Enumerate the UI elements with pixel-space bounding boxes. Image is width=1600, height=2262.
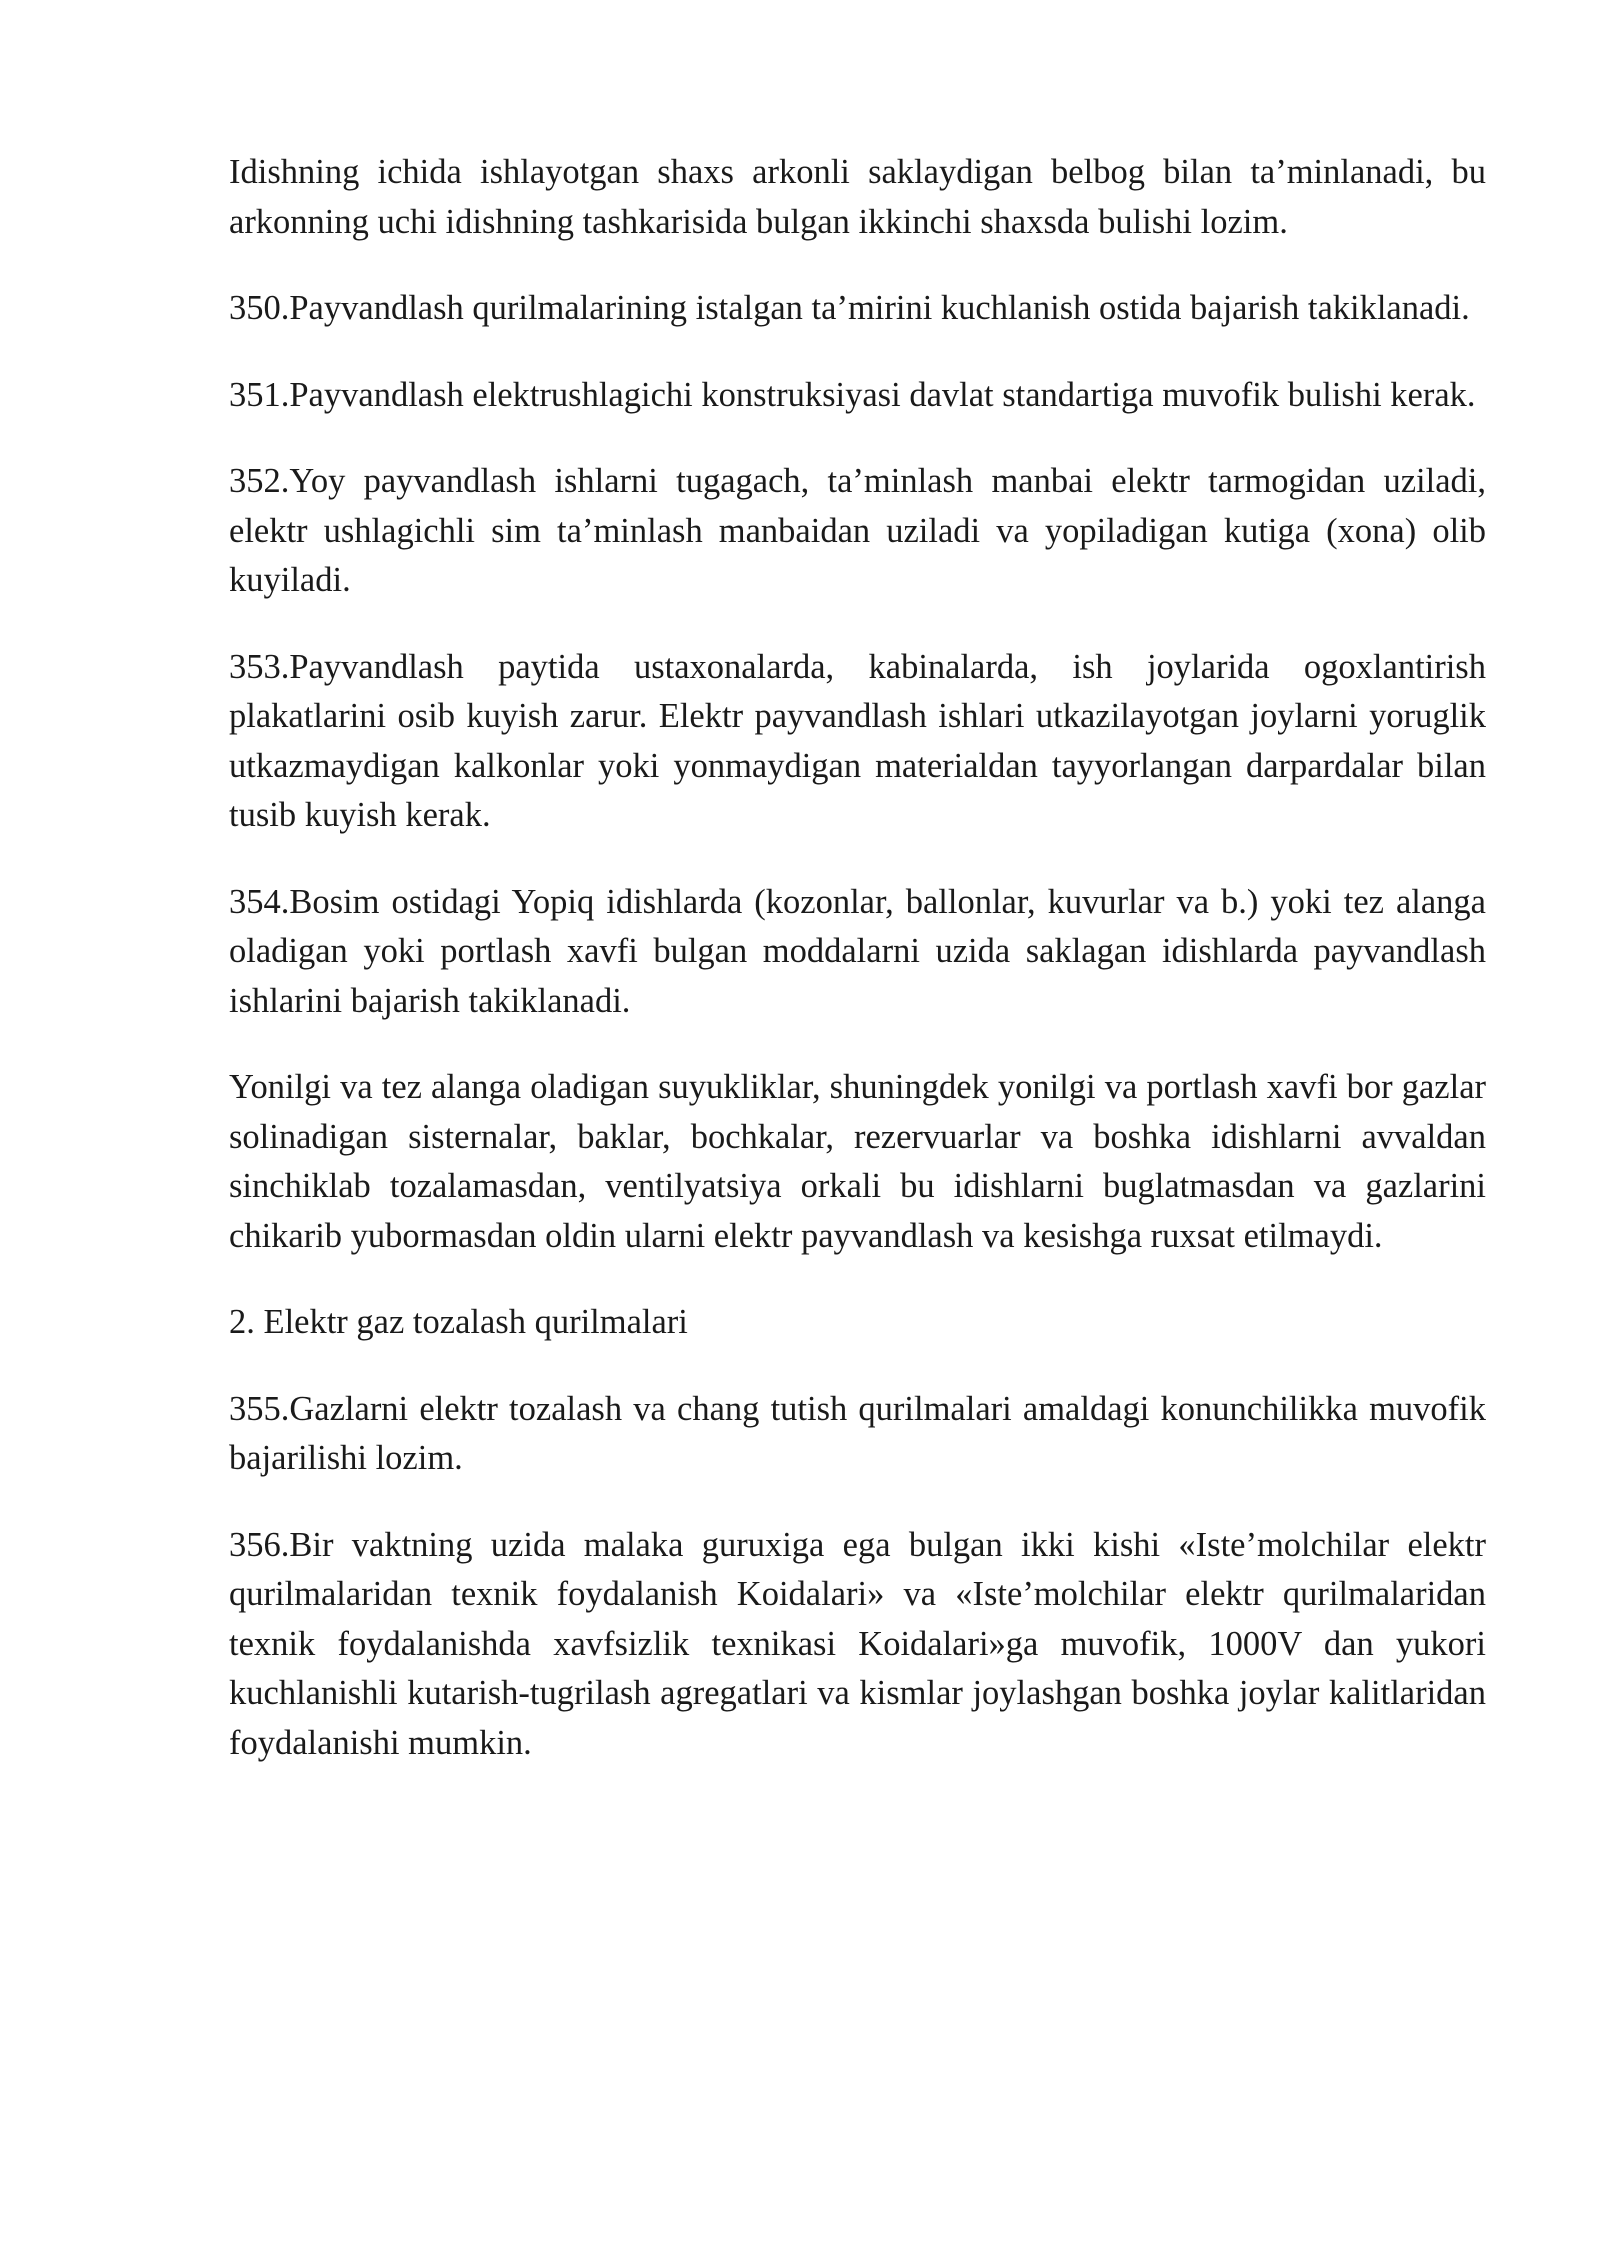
section-heading: 2. Elektr gaz tozalash qurilmalari	[229, 1303, 688, 1341]
paragraph-354: 354.Bosim ostidagi Yopiq idishlarda (kozonlar, ballonlar, kuvurlar va b.) yoki tez alanga oladigan yoki portlash xavfi bulgan moddalarni uzida saklagan idishlarda payvandlash ishlarini bajarish takiklanadi.	[229, 882, 1486, 1020]
paragraph-351: 351.Payvandlash elektrushlagichi konstruksiyasi davlat standartiga muvofik bulishi kerak.	[229, 375, 1476, 414]
paragraph-350: 350.Payvandlash qurilmalarining istalgan ta’mirini kuchlanish ostida bajarish takiklanadi.	[229, 289, 1470, 327]
paragraph-355: 355.Gazlarni elektr tozalash va chang tutish qurilmalari amaldagi konunchilikka muvofik bajarilishi lozim.	[229, 1389, 1486, 1477]
paragraph-356: 356.Bir vaktning uzida malaka guruxiga ega bulgan ikki kishi «Iste’molchilar elektr qurilmalaridan texnik foydalanish Koidalari» va «Iste’molchilar elektr qurilmalaridan texnik foydalanishda xavfsizlik texnikasi Koidalari»ga muvofik, 1000V dan yukori kuchlanishli kutarish-tugrilash agregatlari va kismlar joylashgan boshka joylar kalitlaridan foydalanishi mumkin.	[229, 1525, 1486, 1762]
document-page	[229, 148, 1486, 1805]
paragraph-safety-belt: Idishning ichida ishlayotgan shaxs arkonli saklaydigan belbog bilan ta’minlanadi, bu arkonning uchi idishning tashkarisida bulgan ikkinchi shaxsda bulishi lozim.	[229, 153, 1486, 241]
paragraph-353: 353.Payvandlash paytida ustaxonalarda, kabinalarda, ish joylarida ogoxlantirish plakatlarini osib kuyish zarur. Elektr payvandlash ishlari utkazilayotgan joylarni yoruglik utkazmaydigan kalkonlar yoki yonmaydigan materialdan tayyorlangan darpardalar bilan tusib kuyish kerak.	[229, 647, 1486, 834]
paragraph-352: 352.Yoy payvandlash ishlarni tugagach, ta’minlash manbai elektr tarmogidan uziladi, elektr ushlagichli sim ta’minlash manbaidan uziladi va yopiladigan kutiga (xona) olib kuyiladi.	[229, 462, 1486, 599]
paragraph-fuel-containers: Yonilgi va tez alanga oladigan suyukliklar, shuningdek yonilgi va portlash xavfi bor gazlar solinadigan sisternalar, baklar, bochkalar, rezervuarlar va boshka idishlarni avvaldan sinchiklab tozalamasdan, ventilyatsiya orkali bu idishlarni buglatmasdan va gazlarini chikarib yubormasdan oldin ularni elektr payvandlash va kesishga ruxsat etilmaydi.	[229, 1068, 1486, 1255]
